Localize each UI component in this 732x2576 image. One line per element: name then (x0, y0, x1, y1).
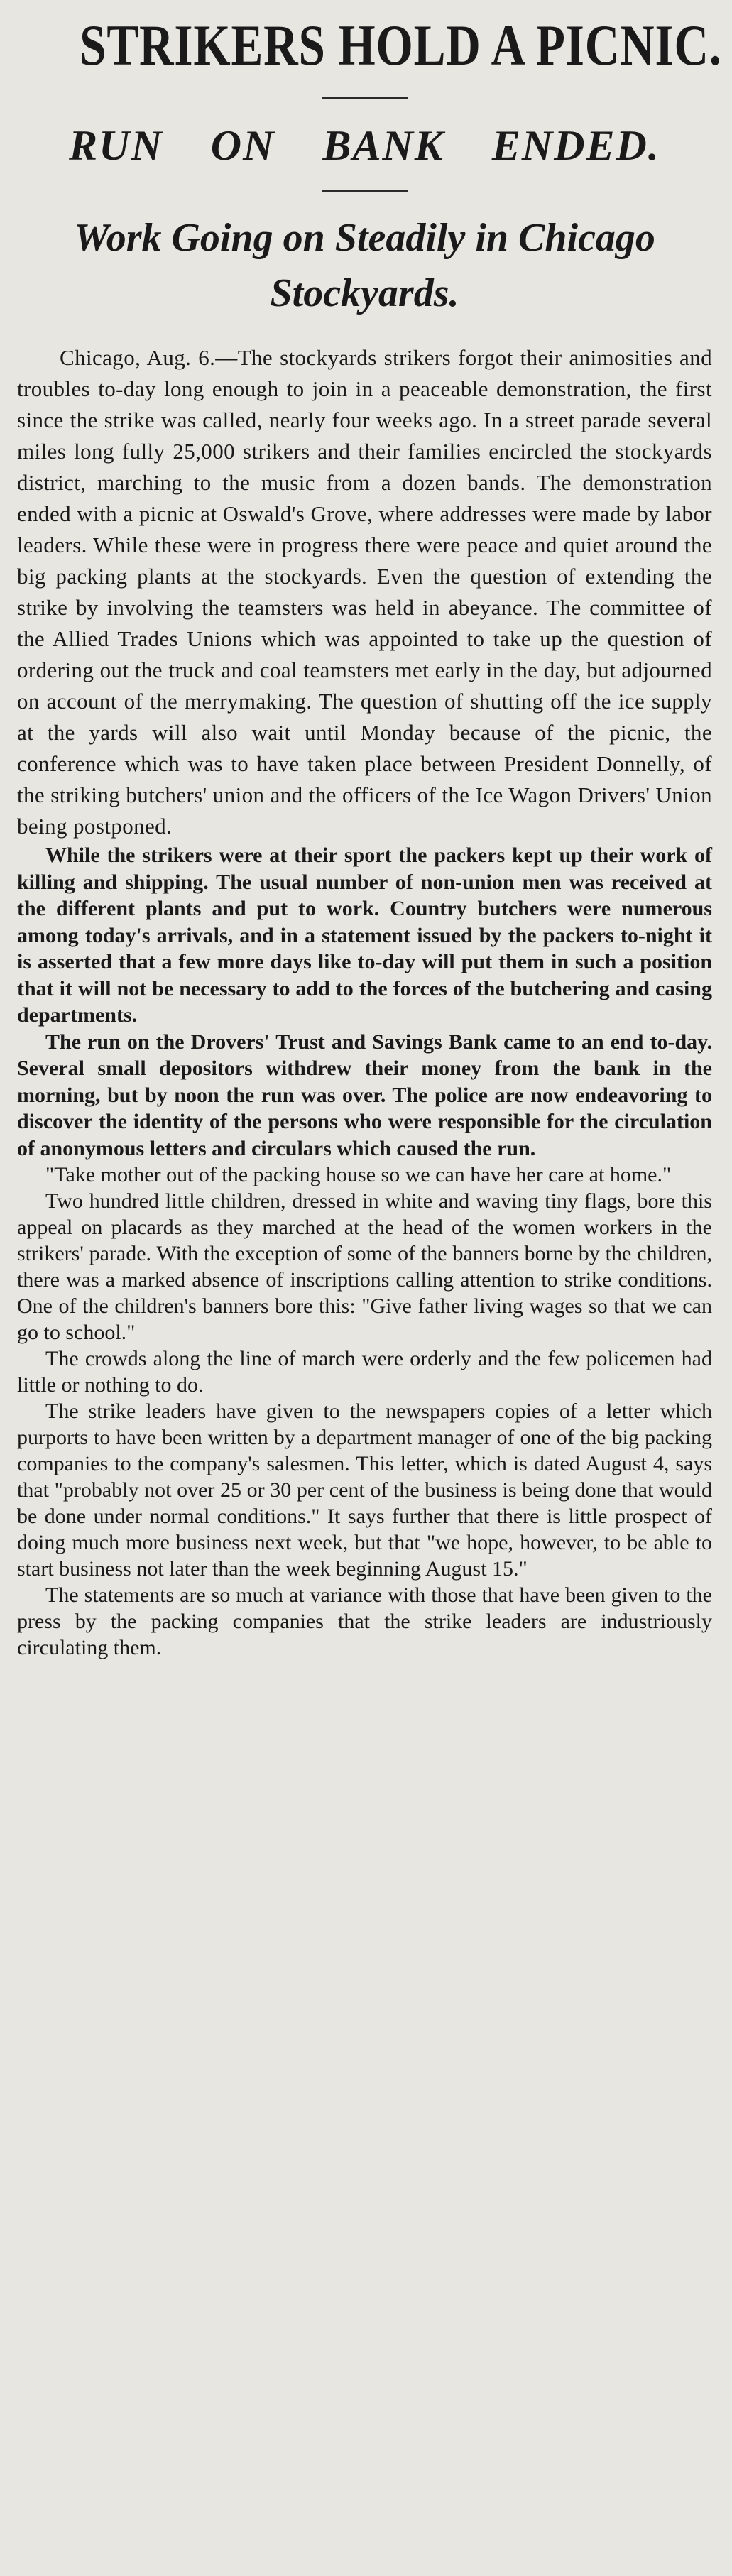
deck-headline: Work Going on Steadily in Chicago Stockyards. (74, 216, 655, 315)
article-paragraph-3: The run on the Drovers' Trust and Savings Bank came to an end to-day. Several small depositors withdrew their money from the bank in the morning, but by noon the run was over. The police are now endeavoring to discover the identity of the persons who were responsible for the circulation of anonymous letters and circulars which caused the run. (17, 1030, 712, 1160)
article-paragraph-8: The statements are so much at variance with those that have been given to the press by the packing companies that the strike leaders are industriously circulating them. (17, 1583, 712, 1659)
article-paragraph-7: The strike leaders have given to the newspapers copies of a letter which purports to have been written by a department manager of one of the big packing companies to the company's salesmen. This letter, which is dated August 4, says that "probably not over 25 or 30 per cent of the business is being done that would be done under normal conditions." It says further that there is little prospect of doing much more business next week, but that "we hope, however, to be able to start business not later than the week beginning August 15." (17, 1399, 712, 1581)
divider-rule (322, 190, 408, 192)
article-paragraph-4: "Take mother out of the packing house so we can have her care at home." (45, 1163, 672, 1186)
article-paragraph-6: The crowds along the line of march were orderly and the few policemen had little or nothing to do. (17, 1347, 712, 1397)
article-paragraph-2: While the strikers were at their sport the packers kept up their work of killing and shipping. The usual number of non-union men was received at the different plants and put to work. Country butchers were numerous among today's arrivals, and in a statement issued by the packers to-night it is asserted that a few more days like to-day will put them in such a position that it will not be necessary to add to the forces of the butchering and casing departments. (17, 844, 712, 1027)
divider-rule (322, 97, 408, 99)
article-body (17, 342, 712, 1661)
article-paragraph-1: Chicago, Aug. 6.—The stockyards strikers forgot their animosities and troubles to-day long enough to join in a peaceable demonstration, the first since the strike was called, nearly four weeks ago. In a street parade several miles long fully 25,000 strikers and their families encircled the stockyards district, marching to the music from a dozen bands. The demonstration ended with a picnic at Oswald's Grove, where addresses were made by labor leaders. While these were in progress there were peace and quiet around the big packing plants at the stockyards. Even the question of extending the strike by involving the teamsters was held in abeyance. The committee of the Allied Trades Unions which was appointed to take up the question of ordering out the truck and coal teamsters met early in the day, but adjourned on account of the merrymaking. The question of shutting off the ice supply at the yards will also wait until Monday because of the picnic, the conference which was to have taken place between President Donnelly, of the striking butchers' union and the officers of the Ice Wagon Drivers' Union being postponed. (17, 345, 712, 839)
subheadline: RUN ON BANK ENDED. (69, 122, 660, 169)
article-paragraph-5: Two hundred little children, dressed in white and waving tiny flags, bore this appeal on placards as they marched at the head of the women workers in the strikers' parade. With the exception of some of the banners borne by the children, there was a marked absence of inscriptions calling attention to strike conditions. One of the children's banners bore this: "Give father living wages so that we can go to school." (17, 1189, 712, 1344)
headline: STRIKERS HOLD A PICNIC. (80, 13, 722, 77)
